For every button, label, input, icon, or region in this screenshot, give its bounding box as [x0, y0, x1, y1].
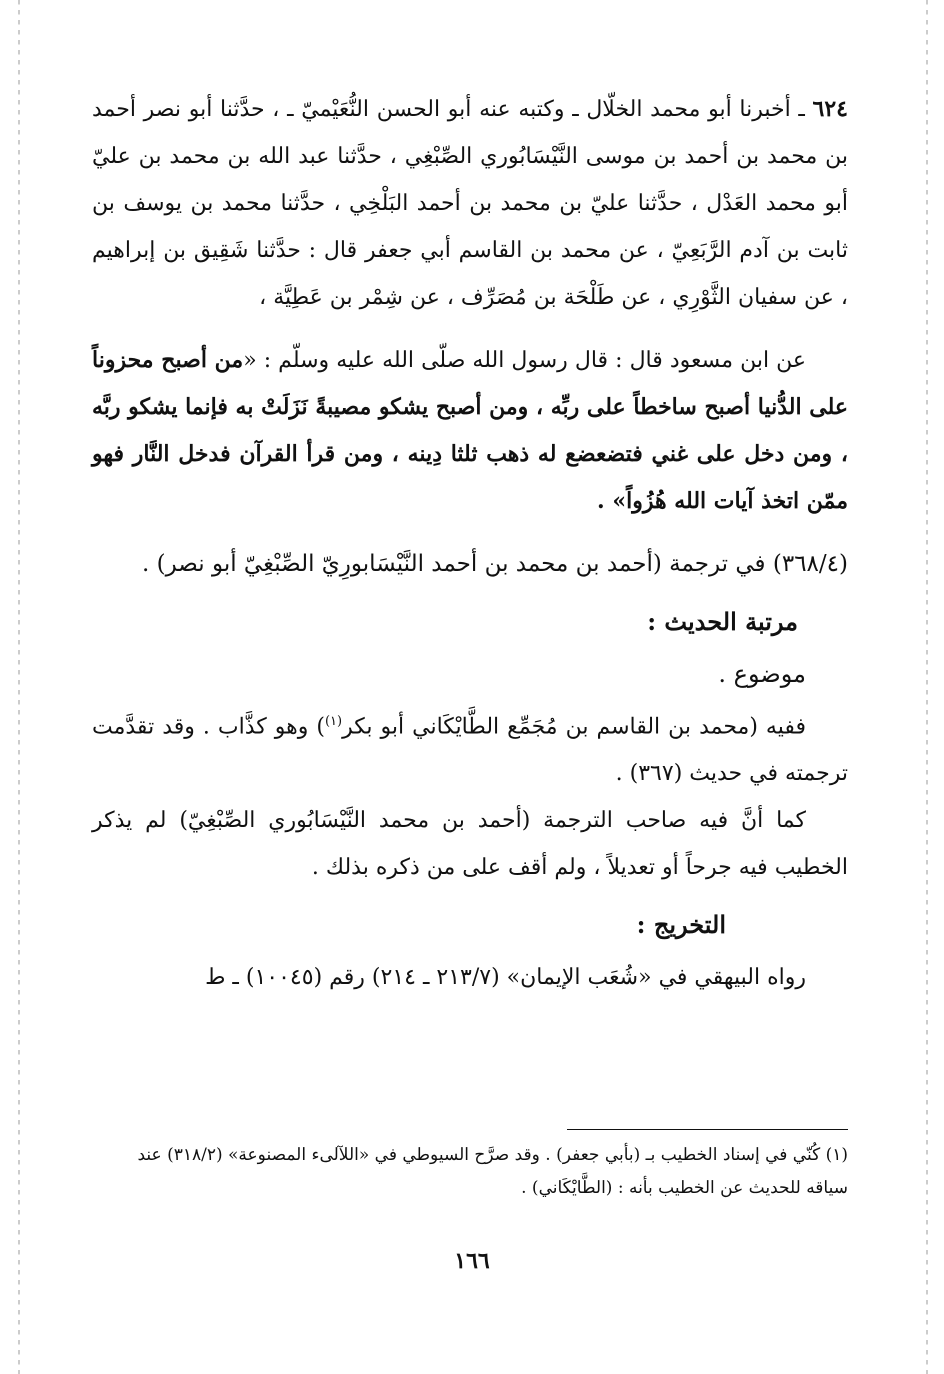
right-margin-dots: [926, 0, 928, 1374]
grade-p1-rest: ) وهو كذَّاب . وقد تقدَّمت ترجمته في حديث (٣٦٧) .: [92, 714, 848, 787]
grade-heading: مرتبة الحديث :: [647, 607, 798, 636]
isnad-text: ـ أخبرنا أبو محمد الخلّال ـ وكتبه عنه أبو الحسن النُّعَيْميّ ـ ، حدَّثنا أبو نصر أحمد بن محمد بن أحمد بن موسى النَّيْسَابُوري الصِّبْغِي ، حدَّثنا عبد الله بن محمد بن عليّ أبو محمد العَدْل ، حدَّثنا عليّ بن محمد بن أحمد البَلْخِي ، حدَّثنا محمد بن يوسف بن ثابت بن آدم الرَّبَعِيّ ، عن محمد بن القاسم أبي جعفر قال : حدَّثنا شَقِيق بن إبراهيم ، عن سفيان الثَّوْرِي ، عن طَلْحَة بن مُصَرِّف ، عن شِمْر بن عَطِيَّة ،: [92, 97, 848, 310]
isnad-paragraph: [92, 86, 848, 321]
footnote: (١) كُنّي في إسناد الخطيب بـ (بأبي جعفر) . وقد صرَّح السيوطي في «اللآلىء المصنوعة» (٣١٨/٢) عند سياقه للحديث عن الخطيب بأنه : (الطَّايْكَاني) .: [137, 1145, 848, 1198]
reference-paragraph: (٣٦٨/٤) في ترجمة (أحمد بن محمد بن أحمد النَّيْسَابورِيّ الصِّبْغِيّ أبو نصر) .: [142, 551, 848, 577]
grade-value: موضوع .: [718, 660, 806, 688]
matn-paragraph: [92, 337, 848, 525]
matn-end: » .: [597, 488, 627, 514]
grade-paragraph-2: كما أنَّ فيه صاحب الترجمة (أحمد بن محمد النَّيْسَابُوري الصِّبْغِيّ) لم يذكر الخطيب فيه جرحاً أو تعديلاً ، ولم أقف على من ذكره بذلك .: [92, 808, 848, 881]
takhrij-heading: التخريج :: [636, 910, 726, 940]
matn-body: من أصبح محزوناً على الدُّنيا أصبح ساخطاً على ربِّه ، ومن أصبح يشكو مصيبةً نَزَلَتْ به فإنما يشكو ربَّه ، ومن دخل على غني فتضعضع له ذهب ثلثا دِينه ، ومن قرأ القرآن فدخل النَّار فهو ممّن اتخذ آيات الله هُزُواً: [91, 347, 848, 514]
page-number: ١٦٦: [454, 1248, 490, 1274]
page-body: [92, 86, 848, 1001]
grade-p1-text: ففيه (محمد بن القاسم بن مُجَمِّع الطَّايْكَاني أبو بكر: [342, 714, 806, 740]
footnote-divider: [567, 1129, 848, 1130]
footnote-marker: (١): [324, 714, 343, 729]
left-margin-dots: [18, 0, 20, 1374]
matn-intro: عن ابن مسعود قال : قال رسول الله صلّى الله عليه وسلّم : «: [243, 348, 806, 373]
takhrij-text: رواه البيهقي في «شُعَب الإيمان» (٢١٣/٧ ـ ٢١٤) رقم (١٠٠٤٥) ـ ط: [205, 965, 806, 991]
hadith-number: ٦٢٤: [812, 96, 848, 122]
grade-paragraph-1: [92, 698, 848, 797]
